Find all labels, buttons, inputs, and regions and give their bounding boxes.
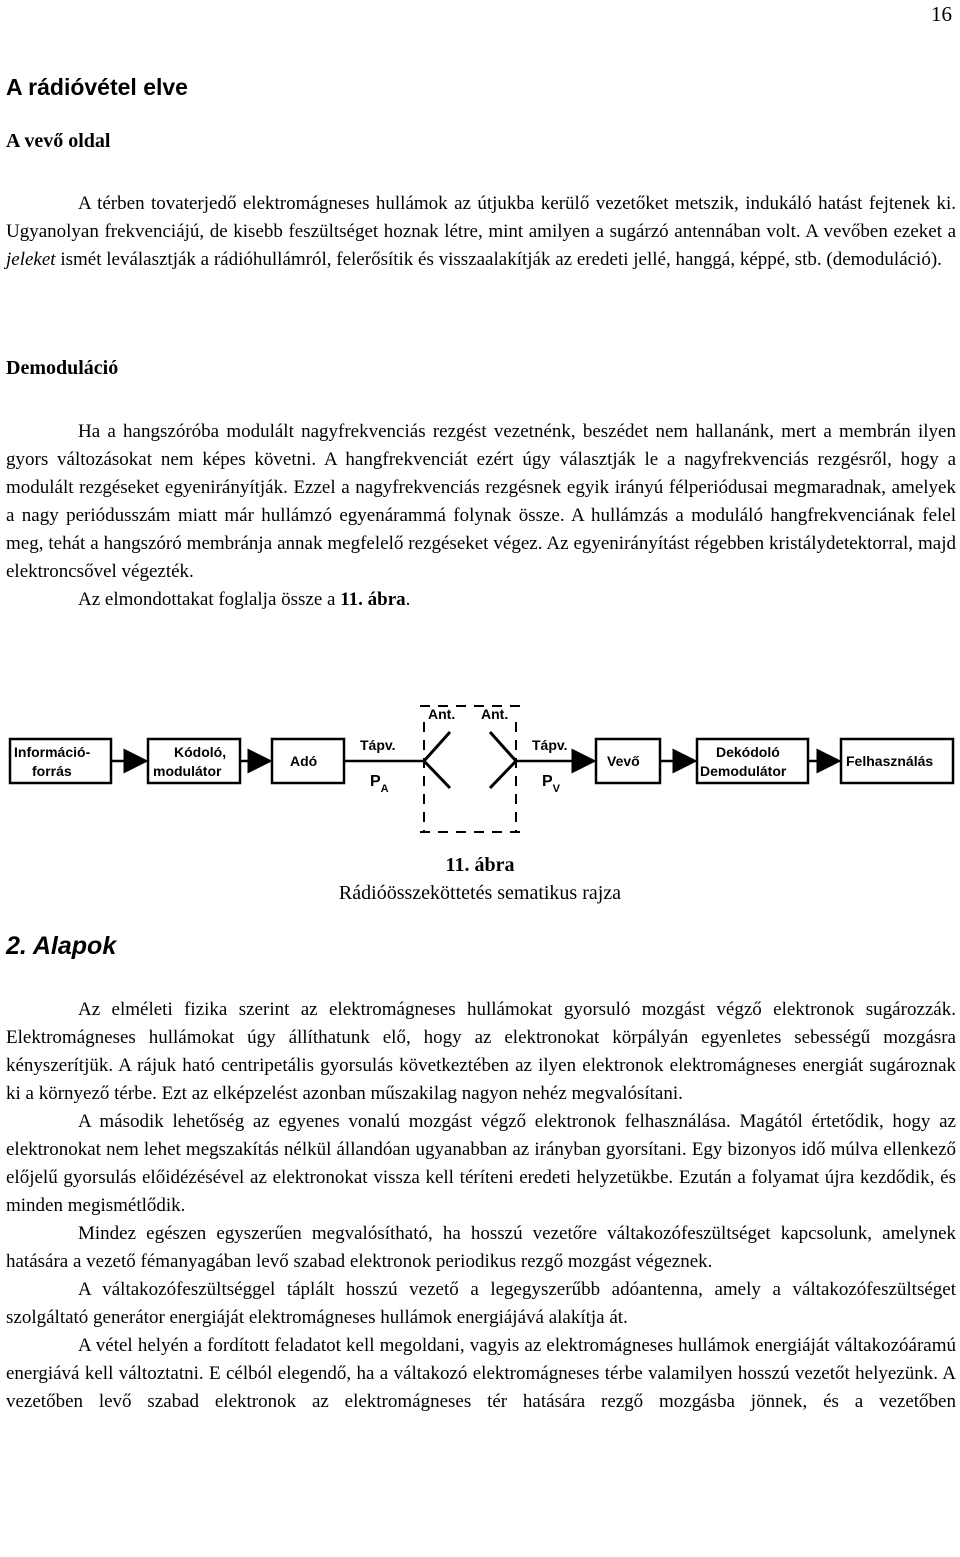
dashed-boundary xyxy=(420,706,520,832)
emphasis-text: jeleket xyxy=(6,249,56,270)
section2-paragraph: A váltakozófeszültséggel táplált hosszú vezető a legegyszerűbb adóantenna, amely a váltakozófeszültséget szolgáltató generátor energiáját elektromágneses hullámok energiájává alakítja át. xyxy=(6,1279,956,1328)
power-label-left: $P_A$ xyxy=(370,773,389,795)
feedline-label-left: Tápv. xyxy=(360,737,396,753)
figure-number: 11. ábra xyxy=(445,854,515,876)
subsection-title-demodulacio: Demoduláció xyxy=(6,357,119,379)
power-label-right: $P_V$ xyxy=(542,773,561,795)
block-label-line1: Információ- xyxy=(14,744,91,760)
antenna-receive-icon xyxy=(490,732,516,788)
antenna-label-left: Ant. xyxy=(428,706,456,722)
figure-reference-prefix: Az elmondottakat foglalja össze a xyxy=(78,589,341,610)
antenna-transmit-icon xyxy=(424,732,450,788)
block-label-line2: modulátor xyxy=(153,763,222,779)
text-run: ismét leválasztják a rádióhullámról, felerősítik és visszaalakítják az eredeti jellé, hanggá, képpé, stb. (demoduláció). xyxy=(55,249,942,270)
block-label-line1: Dekódoló xyxy=(716,744,780,760)
block-label-line1: Felhasználás xyxy=(846,753,934,769)
block-dekodolo-demodulator xyxy=(697,739,808,783)
subsection-title-vevo: A vevő oldal xyxy=(6,130,111,152)
section2-paragraph: Mindez egészen egyszerűen megvalósítható, ha hosszú vezetőre váltakozófeszültséget kapcsolunk, amelynek hatására a vezető fémanyagában levő szabad elektronok periodikus rezgő mozgást végeznek. xyxy=(6,1223,956,1272)
section2-body xyxy=(6,996,956,1416)
section2-title: 2. Alapok xyxy=(6,932,117,960)
page-number: 16 xyxy=(931,2,952,26)
figure-caption-block xyxy=(300,851,660,907)
block-informacio-forras xyxy=(10,739,111,783)
figure-reference-suffix: . xyxy=(405,589,411,610)
block-label-line1: Kódoló, xyxy=(174,744,227,760)
figure-reference-link: 11. ábra xyxy=(340,589,406,610)
section2-paragraph: A vétel helyén a fordított feladatot kell megoldani, vagyis az elektromágneses hullámok energiáját váltakozóáramú energiává kell változtatni. E célból elegendő, ha a váltakozó elektromágneses térbe valamilyen hosszú vezetőt helyezünk. A vezetőben levő szabad elektronok az elektromágneses tér hatására rezgő mozgásba jönnek, és a vezetőben xyxy=(6,1335,956,1412)
block-label-line2: forrás xyxy=(32,763,72,779)
paragraph-vevo-text xyxy=(6,190,956,274)
section2-paragraph: Az elméleti fizika szerint az elektromágneses hullámokat gyorsuló mozgást végző elektronok sugározzák. Elektromágneses hullámokat úgy állíthatunk elő, hogy az elektronokat körpályán egyenletes sebességű mozgásra kényszerítjük. A rájuk ható centripetális gyorsulás következtében az ilyen elektronok elektromágneses energiát sugároznak ki a környező térbe. Ezt az elképzelést azonban műszakilag nagyon nehéz megvalósítani. xyxy=(6,999,956,1104)
paragraph-demodulacio xyxy=(6,418,956,614)
block-diagram xyxy=(0,690,960,840)
block-kodolo-modulator xyxy=(148,739,240,783)
block-felhasznalas xyxy=(841,739,953,783)
paragraph-figure-reference xyxy=(6,586,956,614)
paragraph-demodulacio-text: Ha a hangszóróba modulált nagyfrekvenciás rezgést vezetnénk, beszédet nem hallanánk, mert a membrán ilyen gyors változásokat nem képes követni. A hangfrekvenciát ezért úgy választják le a nagyfrekvenciás rezgésről, hogy a modulált rezgéseket egyenirányítják. Ezzel a nagyfrekvenciás rezgésnek egyik irányú félperiódusai megmaradnak, amelyek a nagy periódusszám miatt már hullámzó egyenárammá folynak össze. A hullámzás a moduláló hangfrekvenciának felel meg, tehát a hangszóró membránja annak megfelelő rezgéseket végez. Az egyenirányítást régebben kristálydetektorral, majd elektroncsővel végezték. xyxy=(6,421,956,582)
antenna-label-right: Ant. xyxy=(481,706,509,722)
text-run: A térben tovaterjedő elektromágneses hullámok az útjukba kerülő vezetőket metszik, indukáló hatást fejtenek ki. Ugyanolyan frekvenciájú, de kisebb feszültséget hoznak létre, mint amilyen a sugárzó antennában volt. A vevőben ezeket a xyxy=(6,193,956,242)
figure-caption: Rádióösszeköttetés sematikus rajza xyxy=(338,882,622,904)
block-ado xyxy=(272,739,344,783)
feedline-label-right: Tápv. xyxy=(532,737,568,753)
block-label-line1: Adó xyxy=(290,753,318,769)
block-label-line1: Vevő xyxy=(607,753,640,769)
block-label-line2: Demodulátor xyxy=(700,763,787,779)
section-title: A rádióvétel elve xyxy=(6,74,188,100)
paragraph-vevo xyxy=(6,190,956,274)
section2-paragraph: A második lehetőség az egyenes vonalú mozgást végző elektronok felhasználása. Magától értetődik, hogy az elektronokat nem lehet megszakítás nélkül állandóan ugyanabban az irányban gyorsítani. Egy bizonyos idő múlva ellenkező előjelű gyorsulás előidézésével az elektronokat vissza kell téríteni eredeti helyzetükbe. Ezután a folyamat újra kezdődik, és minden megismétlődik. xyxy=(6,1111,956,1216)
block-vevo xyxy=(596,739,660,783)
